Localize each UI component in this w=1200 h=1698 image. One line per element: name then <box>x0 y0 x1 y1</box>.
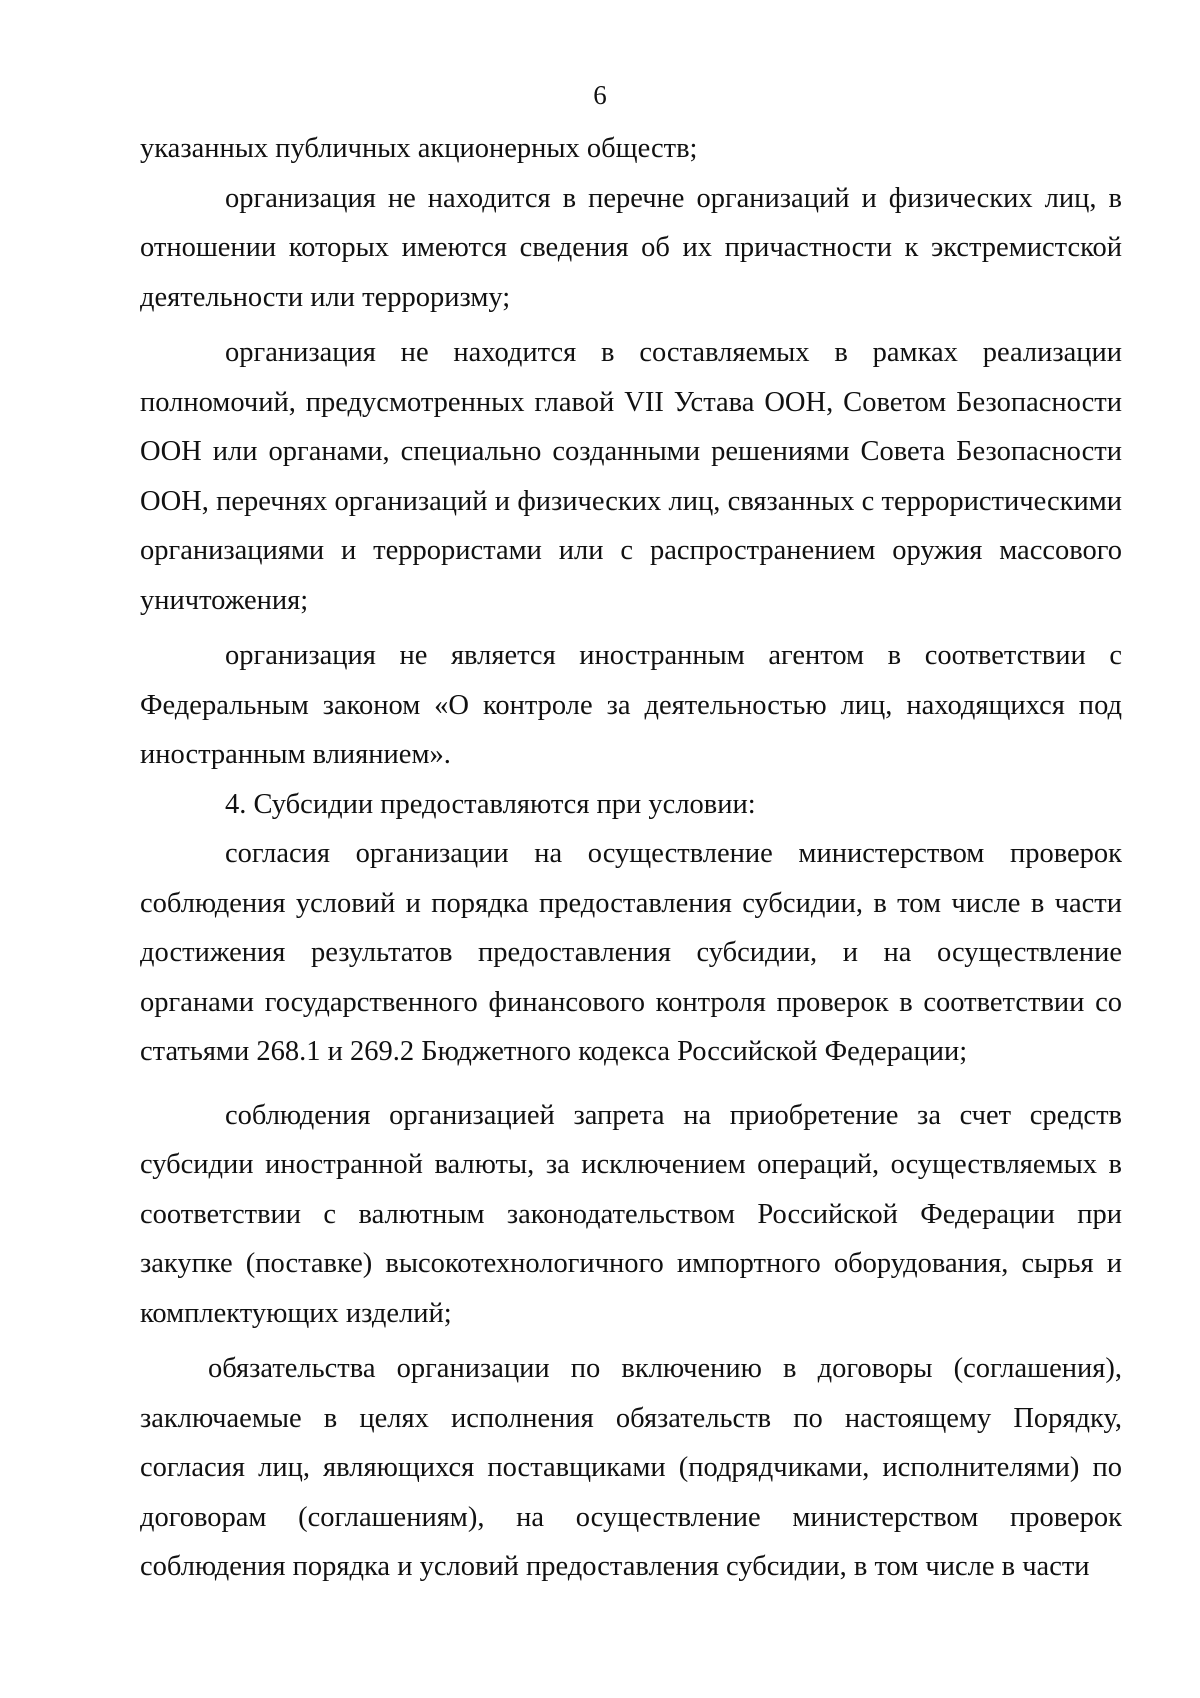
paragraph-extremism-list: организация не находится в перечне организаций и физических лиц, в отношении которых имеются сведения об их причастности к экстремистской деятельности или терроризму; <box>140 182 1122 313</box>
paragraph-currency-prohibition: соблюдения организацией запрета на приобретение за счет средств субсидии иностранной валюты, за исключением операций, осуществляемых в соответствии с валютным законодательством Российской Федерации при закупке (поставке) высокотехнологичного импортного оборудования, сырья и комплектующих изделий; <box>140 1099 1122 1329</box>
page-number: 6 <box>593 80 607 110</box>
text-block-1 <box>140 124 1122 1592</box>
paragraph-foreign-agent: организация не является иностранным агентом в соответствии с Федеральным законом «О контроле за деятельностью лиц, находящихся под иностранным влиянием». <box>140 640 1122 770</box>
paragraph-contractor-obligation: обязательства организации по включению в договоры (соглашения), заключаемые в целях исполнения обязательств по настоящему Порядку, согласия лиц, являющихся поставщиками (подрядчиками, исполнителями) по договорам (соглашениям), на осуществление министерством проверок соблюдения порядка и условий предоставления субсидии, в том числе в части <box>140 1353 1122 1582</box>
section-heading-subsidy-conditions: 4. Субсидии предоставляются при условии: <box>225 788 756 820</box>
paragraph-continuation: указанных публичных акционерных обществ; <box>140 133 698 164</box>
paragraph-consent-to-audit: согласия организации на осуществление министерством проверок соблюдения условий и порядка предоставления субсидии, в том числе в части достижения результатов предоставления субсидии, и на осуществление органами государственного финансового контроля проверок в соответствии со статьями 268.1 и 269.2 Бюджетного кодекса Российской Федерации; <box>140 838 1122 1067</box>
paragraph-un-sanctions-list: организация не находится в составляемых в рамках реализации полномочий, предусмотренных главой VII Устава ООН, Советом Безопасности ООН или органами, специально созданными решениями Совета Безопасности ООН, перечнях организаций и физических лиц, связанных с террористическими организациями и террористами или с распространением оружия массового уничтожения; <box>140 337 1122 616</box>
